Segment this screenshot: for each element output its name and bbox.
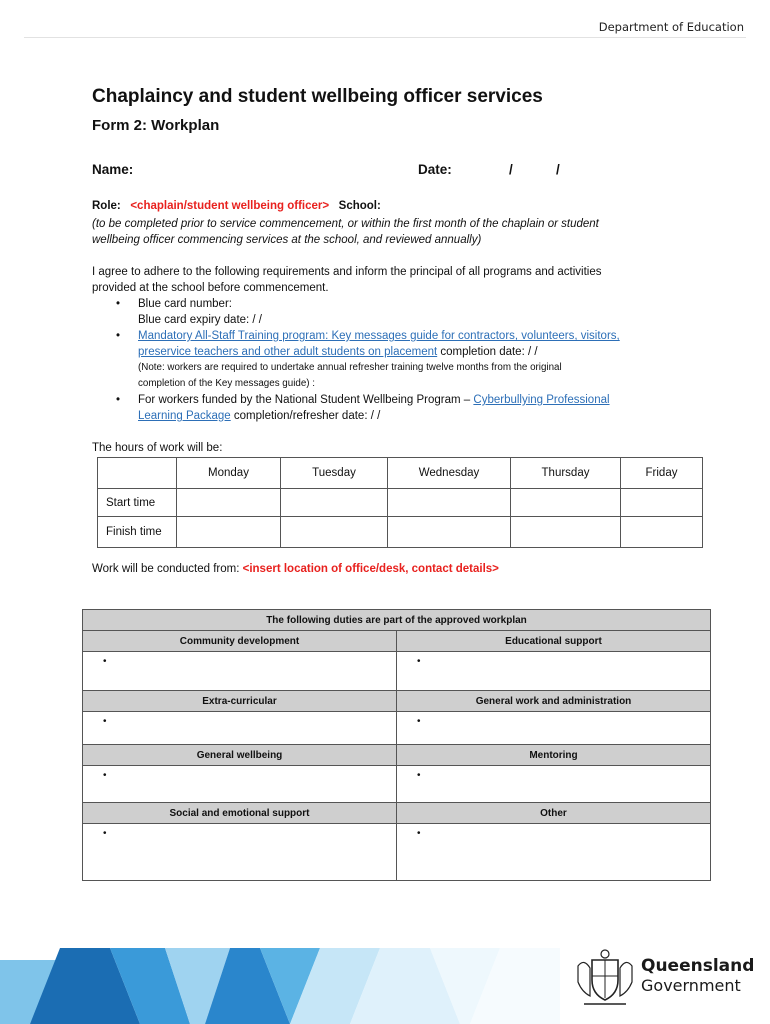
table-row xyxy=(83,803,711,824)
table-row xyxy=(98,458,703,489)
date-slash: / xyxy=(509,162,513,177)
duty-category: Community development xyxy=(83,631,397,652)
day-header: Tuesday xyxy=(281,458,388,489)
day-header: Friday xyxy=(621,458,703,489)
bullet: • xyxy=(116,394,121,406)
duty-category: General work and administration xyxy=(397,691,711,712)
cyberbullying-link[interactable]: Learning Package xyxy=(138,410,231,422)
list-item xyxy=(116,296,748,328)
location-line xyxy=(92,561,499,577)
duty-category: Mentoring xyxy=(397,745,711,766)
bullet: • xyxy=(103,828,107,839)
row-label: Start time xyxy=(98,489,177,517)
bullet: • xyxy=(417,770,421,781)
table-row xyxy=(83,824,711,881)
footer-banner xyxy=(0,940,560,1024)
logo-line: Queensland xyxy=(641,956,755,976)
nswp-text: For workers funded by the National Student Wellbeing Program – xyxy=(138,394,474,406)
bullet: • xyxy=(116,330,121,342)
logo-line: Government xyxy=(641,976,741,995)
duty-cell[interactable] xyxy=(397,766,711,803)
hours-table xyxy=(97,457,703,548)
time-cell[interactable] xyxy=(621,489,703,517)
table-row xyxy=(83,691,711,712)
nswp-completion-label: completion/refresher date: / / xyxy=(230,410,381,422)
table-row xyxy=(83,631,711,652)
list-item xyxy=(116,392,748,424)
table-row xyxy=(83,610,711,631)
duty-cell[interactable] xyxy=(397,652,711,691)
coat-of-arms-icon xyxy=(574,946,636,1008)
duties-table xyxy=(82,609,711,881)
duty-category: General wellbeing xyxy=(83,745,397,766)
bullet: • xyxy=(103,656,107,667)
date-slash: / xyxy=(556,162,560,177)
date-field[interactable] xyxy=(470,158,600,180)
duty-cell[interactable] xyxy=(83,712,397,745)
blue-card-number-label: Blue card number: xyxy=(138,298,232,310)
instruction-line: (to be completed prior to service commencement, or within the first month of the chaplain or student xyxy=(92,218,599,230)
cyberbullying-link[interactable]: Cyberbullying Professional xyxy=(473,394,610,406)
bullet: • xyxy=(116,298,121,310)
time-cell[interactable] xyxy=(388,489,511,517)
list-item xyxy=(116,328,748,392)
time-cell[interactable] xyxy=(511,517,621,548)
agreement-text: I agree to adhere to the following requirements and inform the principal of all programs and activities xyxy=(92,266,602,278)
time-cell[interactable] xyxy=(281,489,388,517)
table-row xyxy=(83,652,711,691)
bullet: • xyxy=(417,716,421,727)
table-row xyxy=(83,766,711,803)
time-cell[interactable] xyxy=(281,517,388,548)
role-value: <chaplain/student wellbeing officer> xyxy=(130,200,330,212)
bullet: • xyxy=(103,716,107,727)
duty-cell[interactable] xyxy=(83,766,397,803)
day-header: Wednesday xyxy=(388,458,511,489)
row-label: Finish time xyxy=(98,517,177,548)
name-field[interactable] xyxy=(204,158,404,180)
agreement-text: provided at the school before commencement. xyxy=(92,282,329,294)
day-header: Monday xyxy=(177,458,281,489)
duty-cell[interactable] xyxy=(83,652,397,691)
table-corner xyxy=(98,458,177,489)
duty-cell[interactable] xyxy=(397,824,711,881)
table-row xyxy=(83,712,711,745)
time-cell[interactable] xyxy=(177,489,281,517)
training-completion-label: completion date: / / xyxy=(437,346,538,358)
time-cell[interactable] xyxy=(511,489,621,517)
day-header: Thursday xyxy=(511,458,621,489)
time-cell[interactable] xyxy=(177,517,281,548)
role-label: Role: xyxy=(92,200,121,212)
time-cell[interactable] xyxy=(621,517,703,548)
training-note: (Note: workers are required to undertake annual refresher training twelve months from the original xyxy=(138,362,562,373)
location-value: <insert location of office/desk, contact details> xyxy=(242,563,499,575)
header-divider xyxy=(24,37,746,38)
duty-category: Extra-curricular xyxy=(83,691,397,712)
instruction-line: wellbeing officer commencing services at the school, and reviewed annually) xyxy=(92,234,482,246)
role-line xyxy=(92,200,381,212)
training-link[interactable]: Mandatory All-Staff Training program: Key messages guide for contractors, volunteers, visitors, xyxy=(138,330,620,342)
location-label: Work will be conducted from: xyxy=(92,563,243,575)
department-header: Department of Education xyxy=(598,20,744,34)
duty-category: Social and emotional support xyxy=(83,803,397,824)
time-cell[interactable] xyxy=(388,517,511,548)
duty-cell[interactable] xyxy=(397,712,711,745)
qld-government-logo xyxy=(641,956,754,996)
date-label: Date: xyxy=(418,162,452,177)
table-row xyxy=(83,745,711,766)
requirements-list xyxy=(92,296,748,424)
bullet: • xyxy=(103,770,107,781)
training-note: completion of the Key messages guide) : xyxy=(138,378,315,389)
training-link[interactable]: preservice teachers and other adult students on placement xyxy=(138,346,438,358)
bullet: • xyxy=(417,828,421,839)
duty-category: Other xyxy=(397,803,711,824)
table-row xyxy=(98,517,703,548)
form-subtitle: Form 2: Workplan xyxy=(92,117,220,134)
school-label: School: xyxy=(338,200,381,212)
name-label: Name: xyxy=(92,162,134,177)
hours-intro: The hours of work will be: xyxy=(92,442,223,454)
page-title: Chaplaincy and student wellbeing officer services xyxy=(92,86,543,107)
duty-cell[interactable] xyxy=(83,824,397,881)
duty-category: Educational support xyxy=(397,631,711,652)
duties-header: The following duties are part of the approved workplan xyxy=(83,610,711,631)
bullet: • xyxy=(417,656,421,667)
blue-card-expiry-label: Blue card expiry date: / / xyxy=(138,314,263,326)
table-row xyxy=(98,489,703,517)
